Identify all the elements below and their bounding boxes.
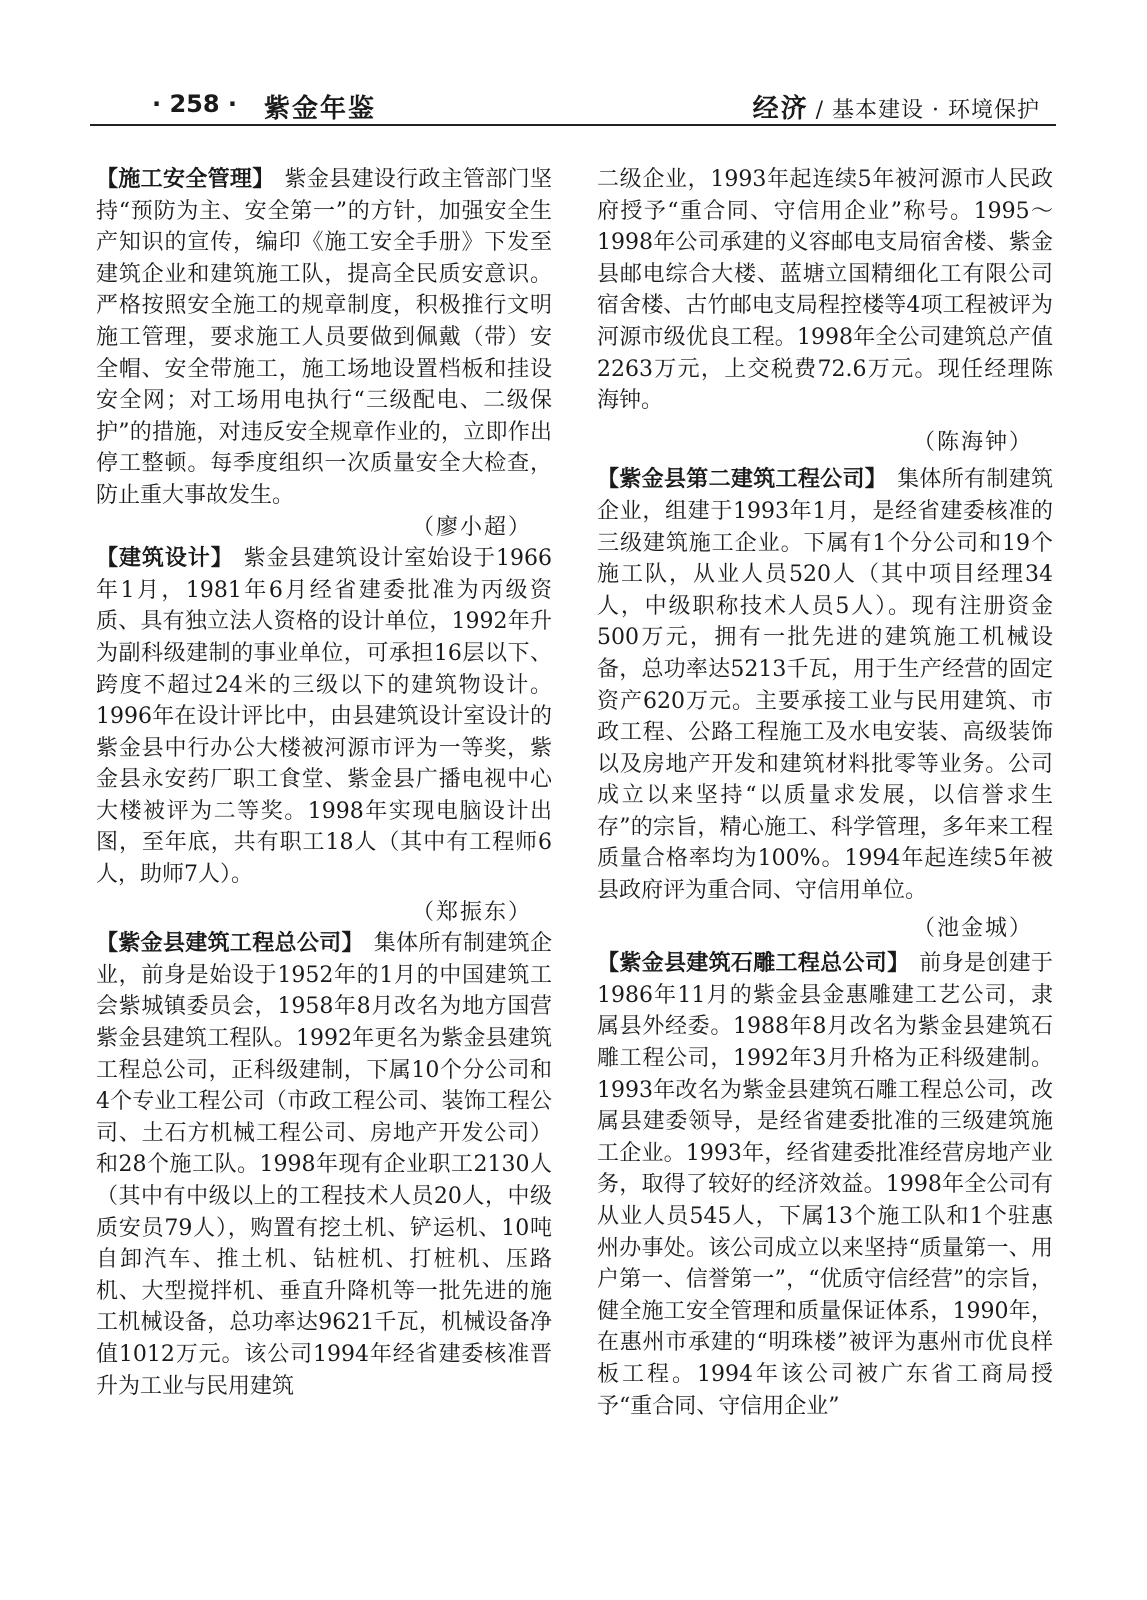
- entry-title: 【施工安全管理】: [96, 167, 275, 192]
- entry-construction-safety: [96, 164, 552, 512]
- entry-text: 紫金县建筑设计室始设于1966年1月，1981年6月经省建委批准为丙级资质、具有独立法人资格的设计单位，1992年升为副科级建制的事业单位，可承担16层以下、跨度不超过24米的三级以下的建筑物设计。1996年在设计评比中，由县建筑设计室设计的紫金县中行办公大楼被河源市评为一等奖，紫金县永安药厂职工食堂、紫金县广播电视中心大楼被评为二等奖。1998年实现电脑设计出图，至年底，共有职工18人（其中有工程师6人，助师7人）。: [96, 546, 552, 888]
- left-column: [96, 164, 552, 1402]
- entry-architectural-design: [96, 543, 552, 891]
- entry-continuation: [597, 164, 1053, 417]
- entry-text: 集体所有制建筑企业，组建于1993年1月，是经省建委核准的三级建筑施工企业。下属有1个分公司和19个施工队，从业人员520人（其中项目经理34人，中级职称技术人员5人）。现有注册资金500万元，拥有一批先进的建筑施工机械设备，总功率达5213千瓦，用于生产经营的固定资产620万元。主要承接工业与民用建筑、市政工程、公路工程施工及水电安装、高级装饰以及房地产开发和建筑材料批零等业务。公司成立以来坚持“以质量求发展，以信誉求生存”的宗旨，精心施工、科学管理，多年来工程质量合格率均为100%。1994年起连续5年被县政府评为重合同、守信用单位。: [597, 467, 1053, 904]
- entry-author: （池金城）: [912, 915, 1033, 941]
- entry-author: （廖小超）: [411, 514, 532, 540]
- entry-author: （郑振东）: [411, 899, 532, 925]
- entry-text: 前身是创建于1986年11月的紫金县金惠雕建工艺公司，隶属县外经委。1988年8月改名为紫金县建筑石雕工程公司，1992年3月升格为正科级建制。1993年改名为紫金县建筑石雕工程总公司，改属县建委领导，是经省建委批准的三级建筑施工企业。1993年，经省建委批准经营房地产业务，取得了较好的经济效益。1998年全公司有从业人员545人，下属13个施工队和1个驻惠州办事处。该公司成立以来坚持“质量第一、用户第一、信誉第一”，“优质守信经营”的宗旨，健全施工安全管理和质量保证体系，1990年，在惠州市承建的“明珠楼”被评为惠州市优良样板工程。1994年该公司被广东省工商局授予“重合同、守信用企业”: [597, 951, 1053, 1419]
- entry-title: 【紫金县建筑石雕工程总公司】: [597, 951, 910, 977]
- subsection-name: / 基本建设 · 环境保护: [815, 98, 1040, 123]
- entry-construction-general-company: [96, 928, 552, 1402]
- entry-stone-carving-company: [597, 948, 1053, 1422]
- entry-second-construction-company: [597, 464, 1053, 906]
- page-header: [90, 84, 1056, 126]
- entry-text: 二级企业，1993年起连续5年被河源市人民政府授予“重合同、守信用企业”称号。1995～1998年公司承建的义容邮电支局宿舍楼、紫金县邮电综合大楼、蓝塘立国精细化工有限公司宿舍楼、古竹邮电支局程控楼等4项工程被评为河源市级优良工程。1998年全公司建筑总产值2263万元，上交税费72.6万元。现任经理陈海钟。: [597, 167, 1053, 414]
- entry-text: 集体所有制建筑企业，前身是始设于1952年的1月的中国建筑工会紫城镇委员会，1958年8月改名为地方国营紫金县建筑工程队。1992年更名为紫金县建筑工程总公司，正科级建制，下属10个分公司和4个专业工程公司（市政工程公司、装饰工程公司、土石方机械工程公司、房地产开发公司）和28个施工队。1998年现有企业职工2130人（其中有中级以上的工程技术人员20人，中级质安员79人），购置有挖土机、铲运机、10吨自卸汽车、推土机、钻桩机、打桩机、压路机、大型搅拌机、垂直升降机等一批先进的施工机械设备，总功率达9621千瓦，机械设备净值1012万元。该公司1994年经省建委核准晋升为工业与民用建筑: [96, 931, 552, 1399]
- entry-text: 紫金县建设行政主管部门坚持“预防为主、安全第一”的方针，加强安全生产知识的宣传，编印《施工安全手册》下发至建筑企业和建筑施工队，提高全民质安意识。严格按照安全施工的规章制度，积极推行文明施工管理，要求施工人员要做到佩戴（带）安全帽、安全带施工，施工场地设置档板和挂设安全网；对工场用电执行“三级配电、二级保护”的措施，对违反安全规章作业的，立即作出停工整顿。每季度组织一次质量安全大检查，防止重大事故发生。: [96, 167, 552, 508]
- entry-author: （陈海钟）: [912, 429, 1033, 455]
- section-name: 经济: [752, 94, 809, 124]
- entry-title: 【紫金县建筑工程总公司】: [96, 931, 364, 957]
- book-title: 紫金年鉴: [264, 94, 377, 124]
- entry-title: 【建筑设计】: [96, 546, 234, 572]
- page-number: · 258 ·: [152, 90, 238, 118]
- section-heading: [753, 88, 1040, 125]
- entry-title: 【紫金县第二建筑工程公司】: [597, 467, 888, 493]
- right-column: [597, 164, 1053, 1422]
